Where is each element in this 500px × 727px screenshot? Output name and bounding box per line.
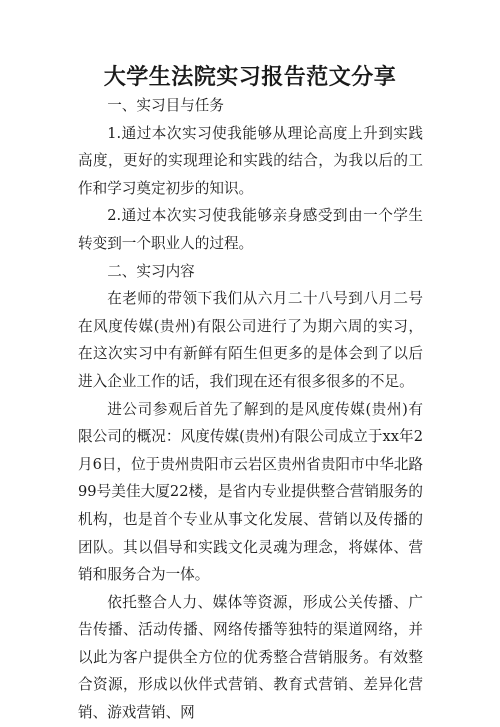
paragraph-content-3: 依托整合人力、媒体等资源，形成公关传播、广告传播、活动传播、网络传播等独特的渠道网络，并以此为客户提供全方位的优秀整合营销服务。有效整合资源，形成以伙伴式营销、教育式营销、差异化营销、游戏营销、网 bbox=[78, 593, 423, 722]
section-heading-goals: 一、实习目与任务 bbox=[107, 97, 224, 114]
paragraph-goal-1: 1.通过本次实习使我能够从理论高度上升到实践高度，更好的实现理论和实践的结合，为我以后的工作和学习奠定初步的知识。 bbox=[78, 124, 423, 197]
paragraph-goal-2: 2.通过本次实习使我能够亲身感受到由一个学生转变到一个职业人的过程。 bbox=[78, 207, 423, 252]
document-title: 大学生法院实习报告范文分享 bbox=[103, 64, 397, 90]
paragraph-content-1: 在老师的带领下我们从六月二十八号到八月二号在风度传媒(贵州)有限公司进行了为期六周的实习，在这次实习中有新鲜有陌生但更多的是体会到了以后进入企业工作的话，我们现在还有很多很多的不足。 bbox=[78, 290, 423, 390]
document-body bbox=[78, 92, 423, 727]
paragraph-content-2: 进公司参观后首先了解到的是风度传媒(贵州)有限公司的概况：风度传媒(贵州)有限公司成立于xx年2月6日，位于贵州贵阳市云岩区贵州省贵阳市中华北路99号美佳大厦22楼，是省内专业提供整合营销服务的机构，也是首个专业从事文化发展、营销以及传播的团队。其以倡导和实践文化灵魂为理念，将媒体、营销和服务合为一体。 bbox=[78, 400, 423, 584]
section-heading-content: 二、实习内容 bbox=[107, 262, 195, 280]
